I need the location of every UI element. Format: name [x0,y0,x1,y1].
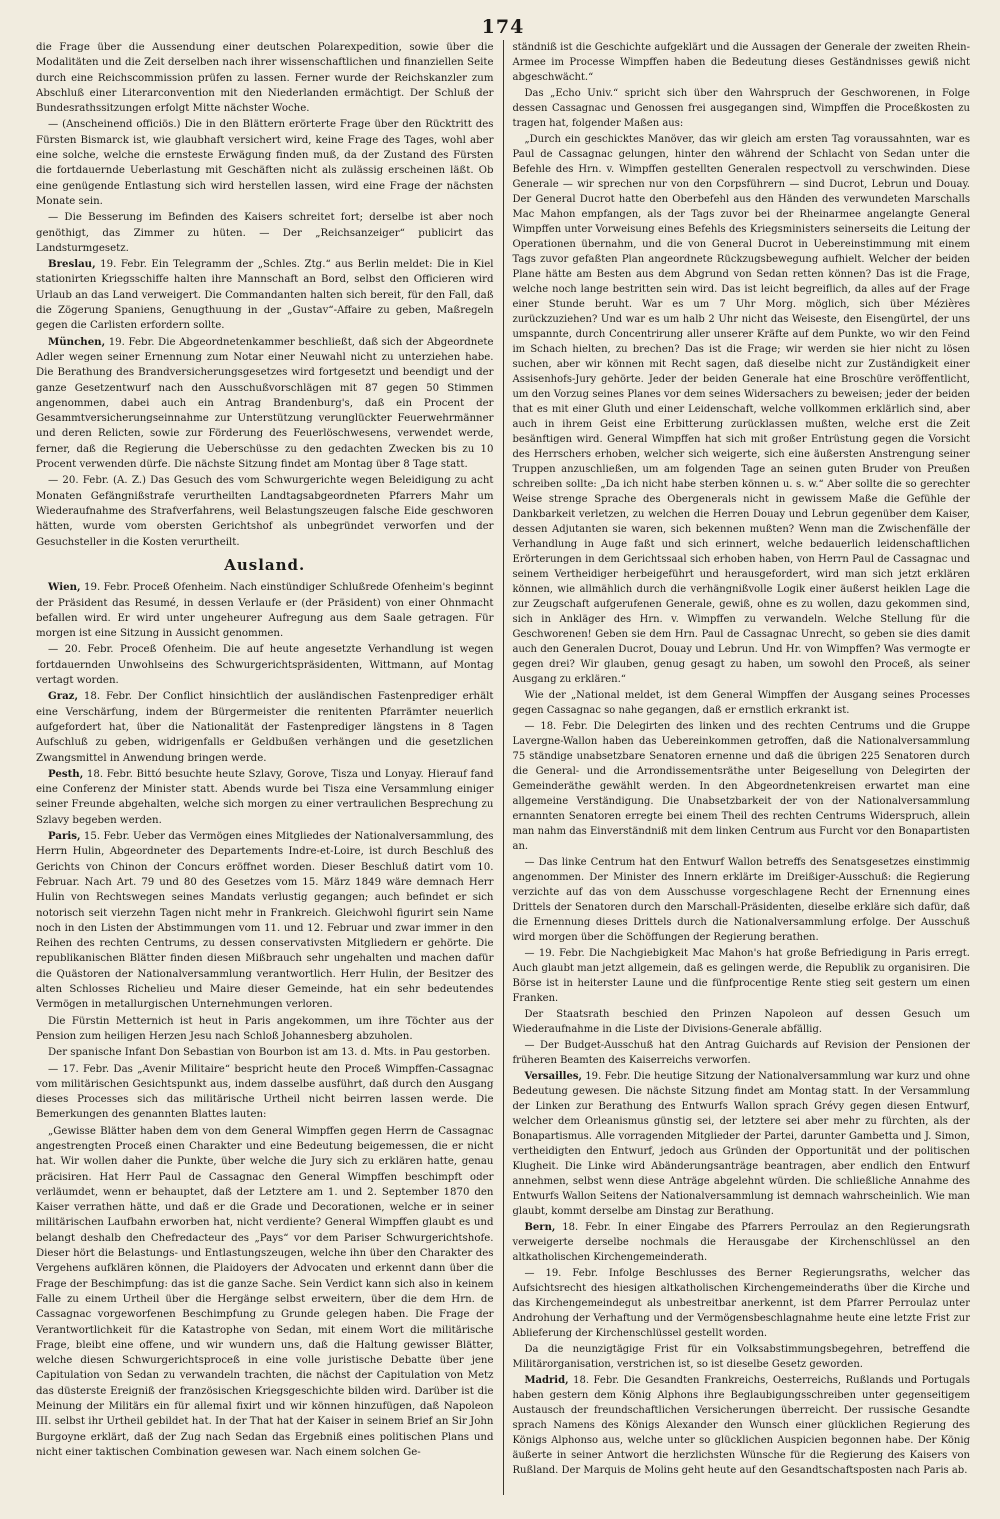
right-column [503,40,970,1495]
article-paragraph [36,335,494,473]
dateline: Madrid, [524,1375,569,1386]
article-paragraph [36,473,494,549]
text-columns [36,40,970,1495]
article-paragraph [512,1266,970,1341]
paragraph-text: „Durch ein geschicktes Manöver, das wir gleich am ersten Tag voraussahnten, war es Paul de Cassagnac gelungen, hinter den während der Schlacht von Sedan unter die Befehle des Hrn. v. Wimpffen gestellten Generalen respectvoll zu verschwinden. Diese Generale — wir sprechen nur von den Corpsführern — sind Ducrot, Lebrun und Douay. Der General Ducrot hatte den Oberbefehl aus den Händen des verwundeten Marschalls Mac Mahon empfangen, als der Tags zuvor bei der Rheinarmee angelangte General Wimpffen unter Vorweisung eines Befehls des Kriegsministers seinerseits die Leitung der Operationen übernahm, und die von General Ducrot in Uebereinstimmung mit einem Tags zuvor gefaßten Plan angeordnete Rückzugsbewegung aufhielt. Welcher der beiden Plane hätte am Besten aus dem Abgrund von Sedan retten können? Das ist die Frage, welche noch lange bestritten sein wird. Das ist leicht begreiflich, da alles auf der Frage einer Stunde beruht. War es um 7 Uhr Morg. möglich, sich über Mézières zurückzuziehen? Und war es um halb 2 Uhr nicht das Weiseste, den Eisengürtel, der uns umspannte, durch Concentrirung aller unserer Kräfte auf dem Punkte, wo wir den Feind im Schach hielten, zu brechen? Das ist die Frage; wir werden sie hier nicht zu lösen suchen, aber wir können mit Recht sagen, daß dieselbe nicht zur Zuständigkeit einer Assisenhofs-Jury gehörte. Jeder der beiden Generale hat eine Broschüre veröffentlicht, um den Vorzug seines Planes vor dem seines Widersachers zu beweisen; jeder der beiden that es mit einer Gluth und einer Leidenschaft, welche vollkommen erklärlich sind, aber auch in ihrem Geist eine Erbitterung zurücklassen mußten, welche erst die Zeit besänftigen wird. General Wimpffen hat sich mit großer Entrüstung gegen die Vorsicht des Herrschers erhoben, welcher sich weigerte, sich eine äußersten Anstrengung seiner Truppen anzuschließen, um am folgenden Tage an seinen guten Bruder von Preußen schreiben sollte: „Da ich nicht habe sterben können u. s. w.“ Aber sollte die so gerechter Weise strenge Sprache des Obergenerals nicht in gewissem Maße die Gefühle der Dankbarkeit verletzen, zu welchen die Herren Douay und Lebrun gegenüber dem Kaiser, dessen Adjutanten sie waren, sich bekennen mußten? Wenn man die Zwischenfälle der Verhandlung in Auge faßt und sich erinnert, welche bedauerlich leidenschaftlichen Erörterungen in dem Gerichtssaal sich erhoben haben, von Herrn Paul de Cassagnac und seinem Vertheidiger herbeigeführt und herausgefordert, wird man sich jetzt erklären können, wie allmählich durch die verhängnißvolle Logik einer äußerst heiklen Lage die zur Zeugschaft aufgerufenen Generale, gewiß, ohne es zu wollen, dazu gekommen sind, sich in Ankläger des Hrn. v. Wimpffen zu verwandeln. Welche Stellung für die Geschworenen! Geben sie dem Hrn. Paul de Cassagnac Unrecht, so geben sie dies damit auch den Generalen Ducrot, Douay und Lebrun. Und Hr. von Wimpffen? Was vermogte er gegen drei? Wir glauben, genug gesagt zu haben, um sowohl den Proceß, als seiner Ausgang zu erklären.“ [512,134,970,685]
paragraph-text: die Frage über die Aussendung einer deutschen Polarexpedition, sowie über die Modalitäten und die Zeit derselben nach ihrer wissenschaftlichen und finanziellen Seite durch eine Reichscommission prüfen zu lassen. Ferner wurde der Reichskanzler zum Abschluß einer Literarconvention mit den Niederlanden ermächtigt. Der Schluß der Bundesrathssitzungen erfolgt Mitte nächster Woche. [36,42,494,115]
article-paragraph [512,688,970,718]
article-paragraph [36,829,494,1013]
dateline: Bern, [524,1222,556,1233]
paragraph-text: 19. Febr. Die heutige Sitzung der Nationalversammlung war kurz und ohne Bedeutung gewesen. Die nächste Sitzung findet am Montag statt. In der Versammlung der Linken zur Berathung des Entwurfs Wallon sprach Grévy gegen diesen Entwurf, welcher dem Orleanismus günstig sei, der letztere sei aber mehr zu fürchten, als der Bonapartismus. Alle vorragenden Mitglieder der Partei, darunter Gambetta und J. Simon, vertheidigten den Entwurf, jedoch aus Gründen der Opportunität und der politischen Klugheit. Die Linke wird Abänderungsanträge beantragen, aber endlich den Entwurf annehmen, selbst wenn diese Anträge abgelehnt würden. Die schließliche Annahme des Entwurfs Wallon Seitens der Nationalversammlung ist demnach wahrscheinlich. Wie man glaubt, kommt derselbe am Dinstag zur Berathung. [512,1071,970,1217]
paragraph-text: Das „Echo Univ.“ spricht sich über den Wahrspruch der Geschworenen, in Folge dessen Cassagnac und Genossen frei ausgegangen sind, Wimpffen die Proceßkosten zu tragen hat, folgender Maßen aus: [512,88,970,129]
paragraph-text: Der Staatsrath beschied den Prinzen Napoleon auf dessen Gesuch um Wiederaufnahme in die Liste der Divisions-Generale abfällig. [512,1009,970,1035]
dateline: Breslau, [48,258,96,271]
article-paragraph [36,1014,494,1045]
dateline: München, [48,335,106,348]
article-paragraph [512,40,970,85]
paragraph-text: 18. Febr. Bittó besuchte heute Szlavy, Gorove, Tisza und Lonyay. Hierauf fand eine Conferenz der Minister statt. Abends wurde bei Tisza eine Versammlung einiger seiner Freunde abgehalten, welche sich morgen zu einer vertraulichen Besprechung zu Szlavy begeben werden. [36,768,494,826]
paragraph-text: Der spanische Infant Don Sebastian von Bourbon ist am 13. d. Mts. in Pau gestorben. [48,1047,491,1059]
section-heading: Ausland. [224,555,306,574]
paragraph-text: 19. Febr. Proceß Ofenheim. Nach einstündiger Schlußrede Ofenheim's beginnt der Präsident das Resumé, in dessen Verlaufe er (der Präsident) von einer Ohnmacht befallen wird. Er wird unter ungeheurer Aufregung aus dem Saale getragen. Für morgen ist eine Sitzung in Aussicht genommen. [36,582,494,640]
dateline: Wien, [48,581,81,594]
dateline: Paris, [48,830,81,843]
paragraph-text: — (Anscheinend officiös.) Die in den Blättern erörterte Frage über den Rücktritt des Fürsten Bismarck ist, wie glaubhaft versichert wird, keine Frage des Tages, wohl aber eine solche, welche die ernsteste Erwägung finden muß, da der Zustand des Fürsten die fortdauernde Ueberlastung mit Geschäften nicht als zulässig erscheinen läßt. Ob eine genügende Entlastung sich wird herstellen lassen, wird eine Frage der nächsten Monate sein. [36,119,494,207]
article-paragraph [36,117,494,209]
article-paragraph [512,855,970,945]
paragraph-text: — Das linke Centrum hat den Entwurf Wallon betreffs des Senatsgesetzes einstimmig angenommen. Der Minister des Innern erklärte im Dreißiger-Ausschuß: die Regierung verzichte auf das von dem Ausschusse vorgeschlagene Recht der Ernennung eines Drittels der Senatoren durch den Marschall-Präsidenten, dieselbe erkläre sich dafür, daß die Ernennung dieses Drittels durch die Nationalversammlung erfolge. Der Ausschuß wird morgen über die Schöffungen der Regierung berathen. [512,857,970,943]
dateline: Graz, [48,690,79,703]
paragraph-text: 19. Febr. Die Abgeordnetenkammer beschließt, daß sich der Abgeordnete Adler wegen seiner Ernennung zum Notar einer Neuwahl nicht zu unterziehen habe. Die Berathung des Brandversicherungsgesetzes wird fortgesetzt und beendigt und der ganze Gesetzentwurf nach den Ausschußvorschlägen mit 87 gegen 50 Stimmen angenommen, dabei auch ein Antrag Brandenburg's, daß ein Procent der Gesammtversicherungseinnahme zur Unterstützung verunglückter Feuerwehrmänner und deren Relicten, sowie zur Förderung des Feuerlöschwesens, verwendet werde, ferner, daß die Regierung die Ueberschüsse zu den gedachten Zwecken bis zu 10 Procent verwenden dürfe. Die nächste Sitzung findet am Montag über 8 Tage statt. [36,336,494,471]
paragraph-text: 18. Febr. Die Gesandten Frankreichs, Oesterreichs, Rußlands und Portugals haben gestern dem König Alphons ihre Beglaubigungsschreiben unter gegenseitigem Austausch der freundschaftlichen Versicherungen überreicht. Der russische Gesandte sprach Namens des Königs Alexander den Wunsch einer glücklichen Regierung des Königs Alphonso aus, welche unter so glücklichen Auspicien begonnen habe. Der König äußerte in seiner Antwort die herzlichsten Wünsche für die Regierung des Kaisers von Rußland. Der Marquis de Molins geht heute auf den Gesandtschaftsposten nach Paris ab. [512,1375,970,1476]
article-paragraph [36,580,494,641]
paragraph-text: 15. Febr. Ueber das Vermögen eines Mitgliedes der Nationalversammlung, des Herrn Hulin, Abgeordneter des Departements Indre-et-Loire, ist durch Beschluß des Gerichts von Chinon der Concurs eröffnet worden. Dieser Beschluß datirt vom 10. Februar. Nach Art. 79 und 80 des Gesetzes vom 15. März 1849 wäre demnach Herr Hulin von Rechtswegen seines Mandats verlustig gegangen; auch befindet er sich notorisch seit vierzehn Tagen nicht mehr in Frankreich. Gleichwohl figurirt sein Name noch in den Listen der Abstimmungen vom 11. und 12. Februar und zwar immer in den Reihen des rechten Centrums, zu dessen conservativsten Mitgliedern er gehörte. Die republikanischen Blätter finden diesen Mißbrauch sehr ungehalten und machen dafür die Quästoren der Nationalversammlung verantwortlich. Herr Hulin, der Besitzer des alten Schlosses Richelieu und Maire dieser Gemeinde, hat ein sehr bedeutendes Vermögen in metallurgischen Unternehmungen verloren. [36,831,494,1011]
paragraph-text: — Die Besserung im Befinden des Kaisers schreitet fort; derselbe ist aber noch genöthigt, das Zimmer zu hüten. — Der „Reichsanzeiger“ publicirt das Landsturmgesetz. [36,212,494,254]
article-paragraph [36,40,494,116]
dateline: Pesth, [48,767,84,780]
article-paragraph [512,1342,970,1372]
article-paragraph [36,1045,494,1060]
article-paragraph [512,946,970,1006]
left-column [36,40,503,1495]
article-paragraph [512,1220,970,1265]
paragraph-text: — 18. Febr. Die Delegirten des linken und des rechten Centrums und die Gruppe Lavergne-Wallon haben das Uebereinkommen getroffen, daß die Nationalversammlung 75 ständige unabsetzbare Senatoren ernenne und daß die übrigen 225 Senatoren durch die General- und die Arrondissementsräthe unter Beigesellung von Delegirten der Gemeinderäthe gewählt werden. In den Abgeordnetenkreisen erwartet man eine allgemeine Verständigung. Die Unabsetzbarkeit der von der Nationalversammlung ernannten Senatoren erregte bei einem Theil des rechten Centrums Widerspruch, allein man nahm das Einverständniß mit dem linken Centrum aus Furcht vor den Bonapartisten an. [512,721,970,852]
paragraph-text: Wie der „National meldet, ist dem General Wimpffen der Ausgang seines Processes gegen Cassagnac so nahe gegangen, daß er ernstlich erkrankt ist. [512,690,970,716]
paragraph-text: — 17. Febr. Das „Avenir Militaire“ bespricht heute den Proceß Wimpffen-Cassagnac vom militärischen Gesichtspunkt aus, indem dasselbe ausführt, daß durch den Ausgang dieses Processes sich das militärische Urtheil nicht beirren lassen werde. Die Bemerkungen des genannten Blattes lauten: [36,1063,494,1121]
paragraph-text: — 20. Febr. (A. Z.) Das Gesuch des vom Schwurgerichte wegen Beleidigung zu acht Monaten Gefängnißstrafe verurtheilten Landtagsabgeordneten Pfarrers Mahr um Wiederaufnahme des Strafverfahrens, weil Belastungszeugen falsche Eide geschworen hätten, wurde vom obersten Gerichtshof als unbegründet verworfen und der Gesuchsteller in die Kosten verurtheilt. [36,475,494,548]
dateline: Versailles, [524,1071,582,1082]
left-before-section [36,40,494,550]
paragraph-text: 18. Febr. In einer Eingabe des Pfarrers Perroulaz an den Regierungsrath verweigerte derselbe nochmals die Herausgabe der Kirchenschlüssel an den altkatholischen Kirchengemeinderath. [512,1222,970,1263]
paragraph-text: Da die neunzigtägige Frist für ein Volksabstimmungsbegehren, betreffend die Militärorganisation, verstrichen ist, so ist dieselbe Gesetz geworden. [512,1344,970,1370]
paragraph-text: — 20. Febr. Proceß Ofenheim. Die auf heute angesetzte Verhandlung ist wegen fortdauernden Unwohlseins des Schwurgerichtspräsidenten, Wittmann, auf Montag vertagt worden. [36,644,494,687]
article-paragraph [512,1373,970,1478]
article-paragraph [512,1007,970,1037]
paragraph-text: 19. Febr. Ein Telegramm der „Schles. Ztg.“ aus Berlin meldet: Die in Kiel stationirten Kriegsschiffe halten ihre Mannschaft an Bord, selbst den Officieren wird Urlaub an das Land verweigert. Die Commandanten halten sich bereit, für den Fall, daß die Zögerung Spaniens, Genugthuung in der „Gustav“-Affaire zu geben, Maßregeln gegen die Carlisten erfordern sollte. [36,259,494,332]
article-paragraph [512,719,970,854]
paragraph-text: „Gewisse Blätter haben dem von dem General Wimpffen gegen Herrn de Cassagnac angestrengten Proceß einen Charakter und eine Bedeutung beigemessen, die er nicht hat. Wir wollen daher die Punkte, über welche die Jury sich zu erklären hatte, genau präcisiren. Hat Herr Paul de Cassagnac den General Wimpffen beschimpft oder verläumdet, wenn er behauptet, daß der Letztere am 1. und 2. September 1870 den Kaiser verrathen hätte, und daß er die Grade und Decorationen, welche er in seiner militärischen Laufbahn erworben hat, nicht verdiente? General Wimpffen glaubt es und belangt deshalb den Chefredacteur des „Pays“ vor dem Pariser Schwurgerichtshofe. Dieser hört die Belastungs- und Entlastungszeugen, welche ihn über den Charakter des Vergehens aufklären können, die Plaidoyers der Advocaten und erkennt dann über die Frage der Beschimpfung: das ist die ganze Sache. Sein Verdict kann sich also in keinem Falle zu einem Urtheil über die Hergänge selbst erweitern, über die dem Hrn. de Cassagnac vorgeworfenen Beschimpfung zu Grunde gelegen haben. Die Frage der Verantwortlichkeit für die Katastrophe von Sedan, mit einem Wort die militärische Frage, bleibt eine offene, und wir wundern uns, daß die Haltung gewisser Blätter, welche diesen Schwurgerichtsproceß in eine volle juristische Debatte über jene Capitulation von Sedan zu verwandeln trachten, die nächst der Capitulation von Metz das düsterste Ereigniß der französischen Kriegsgeschichte bilden wird. Darüber ist die Meinung der Militärs ein für allemal fixirt und wir können hinzufügen, daß Napoleon III. selbst ihr Urtheil gebildet hat. In der That hat der Kaiser in seinem Brief an Sir John Burgoyne erklärt, daß der Zug nach Sedan das Ergebniß eines politischen Plans und nicht einer taktischen Combination gewesen war. Nach einem solchen Ge- [36,1125,494,1458]
paragraph-text: — 19. Febr. Infolge Beschlusses des Berner Regierungsraths, welcher das Aufsichtsrecht des hiesigen altkatholischen Kirchengemeinderaths über die Kirche und das Kirchengemeindegut als unbestreitbar anerkennt, ist dem Pfarrer Perroulaz unter Androhung der Verhaftung und der Vermögensbeschlagnahme heute eine letzte Frist zur Ablieferung der Kirchenschlüssel gestellt worden. [512,1268,970,1339]
paragraph-text: — Der Budget-Ausschuß hat den Antrag Guichards auf Revision der Pensionen der früheren Beamten des Kaiserreichs verworfen. [512,1040,970,1066]
article-paragraph [36,1062,494,1123]
right-paragraphs [512,40,970,1478]
article-paragraph [512,1069,970,1219]
page-number: 174 [481,16,525,38]
article-paragraph [512,1038,970,1068]
paragraph-text: ständniß ist die Geschichte aufgeklärt und die Aussagen der Generale der zweiten Rhein-Armee im Processe Wimpffen haben die Bedeutung dieses Geständnisses gewiß nicht abgeschwächt.“ [512,42,970,83]
article-paragraph [36,689,494,765]
article-paragraph [36,1124,494,1461]
article-paragraph [36,210,494,256]
paragraph-text: 18. Febr. Der Conflict hinsichtlich der ausländischen Fastenprediger erhält eine Verschärfung, indem der Bürgermeister die renitenten Pfarrämter neuerlich aufgefordert hat, über die Nationalität der Fastenprediger längstens in 8 Tagen Aufschluß zu geben, widrigenfalls er Geldbußen verhängen und die gesetzlichen Zwangsmittel in Anwendung bringen werde. [36,691,494,764]
article-paragraph [36,642,494,688]
paragraph-text: — 19. Febr. Die Nachgiebigkeit Mac Mahon's hat große Befriedigung in Paris erregt. Auch glaubt man jetzt allgemein, daß es gelingen werde, die Republik zu organisiren. Die Börse ist in heiterster Laune und die fünfprocentige Rente stieg seit gestern um einen Franken. [512,948,970,1004]
left-after-section [36,580,494,1460]
article-paragraph [512,132,970,687]
article-paragraph [512,86,970,131]
article-paragraph [36,767,494,828]
paragraph-text: Die Fürstin Metternich ist heut in Paris angekommen, um ihre Töchter aus der Pension zum heiligen Herzen Jesu nach Schloß Johannesberg abzuholen. [36,1015,494,1042]
article-paragraph [36,257,494,333]
